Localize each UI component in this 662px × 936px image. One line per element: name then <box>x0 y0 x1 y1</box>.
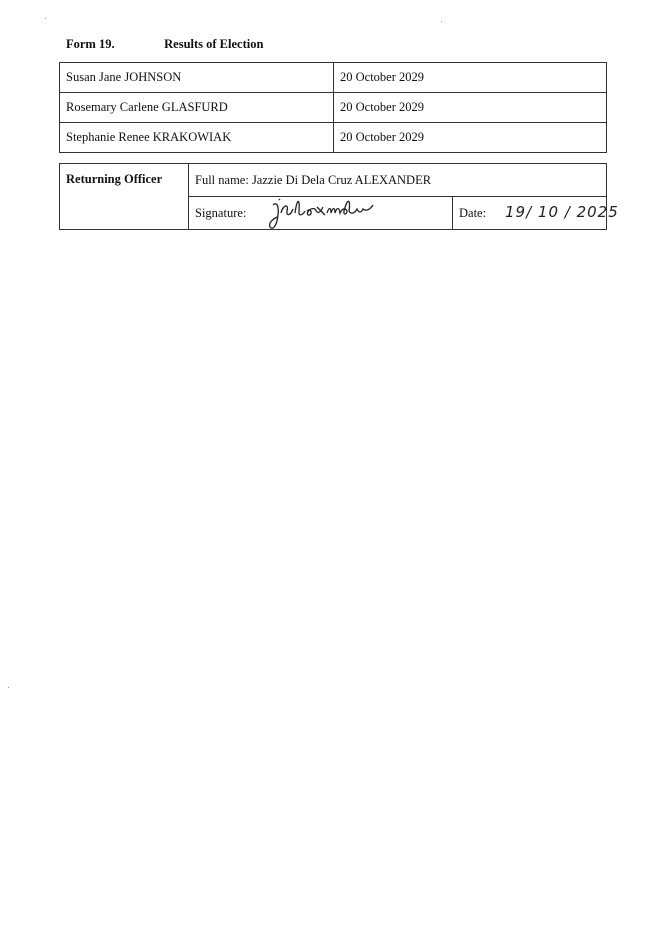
candidate-name: Stephanie Renee KRAKOWIAK <box>60 123 334 153</box>
date-label: Date: <box>459 205 487 220</box>
election-date: 20 October 2029 <box>334 93 607 123</box>
scan-speck <box>8 687 9 688</box>
date-cell <box>453 197 619 230</box>
form-number: Form 19. <box>66 37 115 51</box>
scan-speck <box>441 21 442 22</box>
form-header <box>66 37 263 52</box>
candidate-name: Rosemary Carlene GLASFURD <box>60 93 334 123</box>
scan-speck <box>45 18 46 19</box>
signature-cell <box>189 197 453 230</box>
handwritten-signature <box>267 191 377 235</box>
returning-officer-label: Returning Officer <box>60 164 189 230</box>
results-table <box>59 62 607 153</box>
candidate-name: Susan Jane JOHNSON <box>60 63 334 93</box>
returning-officer-table <box>59 163 619 230</box>
table-row <box>60 93 607 123</box>
election-date: 20 October 2029 <box>334 63 607 93</box>
handwritten-date: 19/ 10 / 2025 <box>505 203 619 221</box>
form-title: Results of Election <box>164 37 264 51</box>
officer-full-name: Full name: Jazzie Di Dela Cruz ALEXANDER <box>189 164 607 197</box>
signature-label: Signature: <box>195 205 247 220</box>
table-row <box>60 63 607 93</box>
table-row <box>60 123 607 153</box>
election-date: 20 October 2029 <box>334 123 607 153</box>
